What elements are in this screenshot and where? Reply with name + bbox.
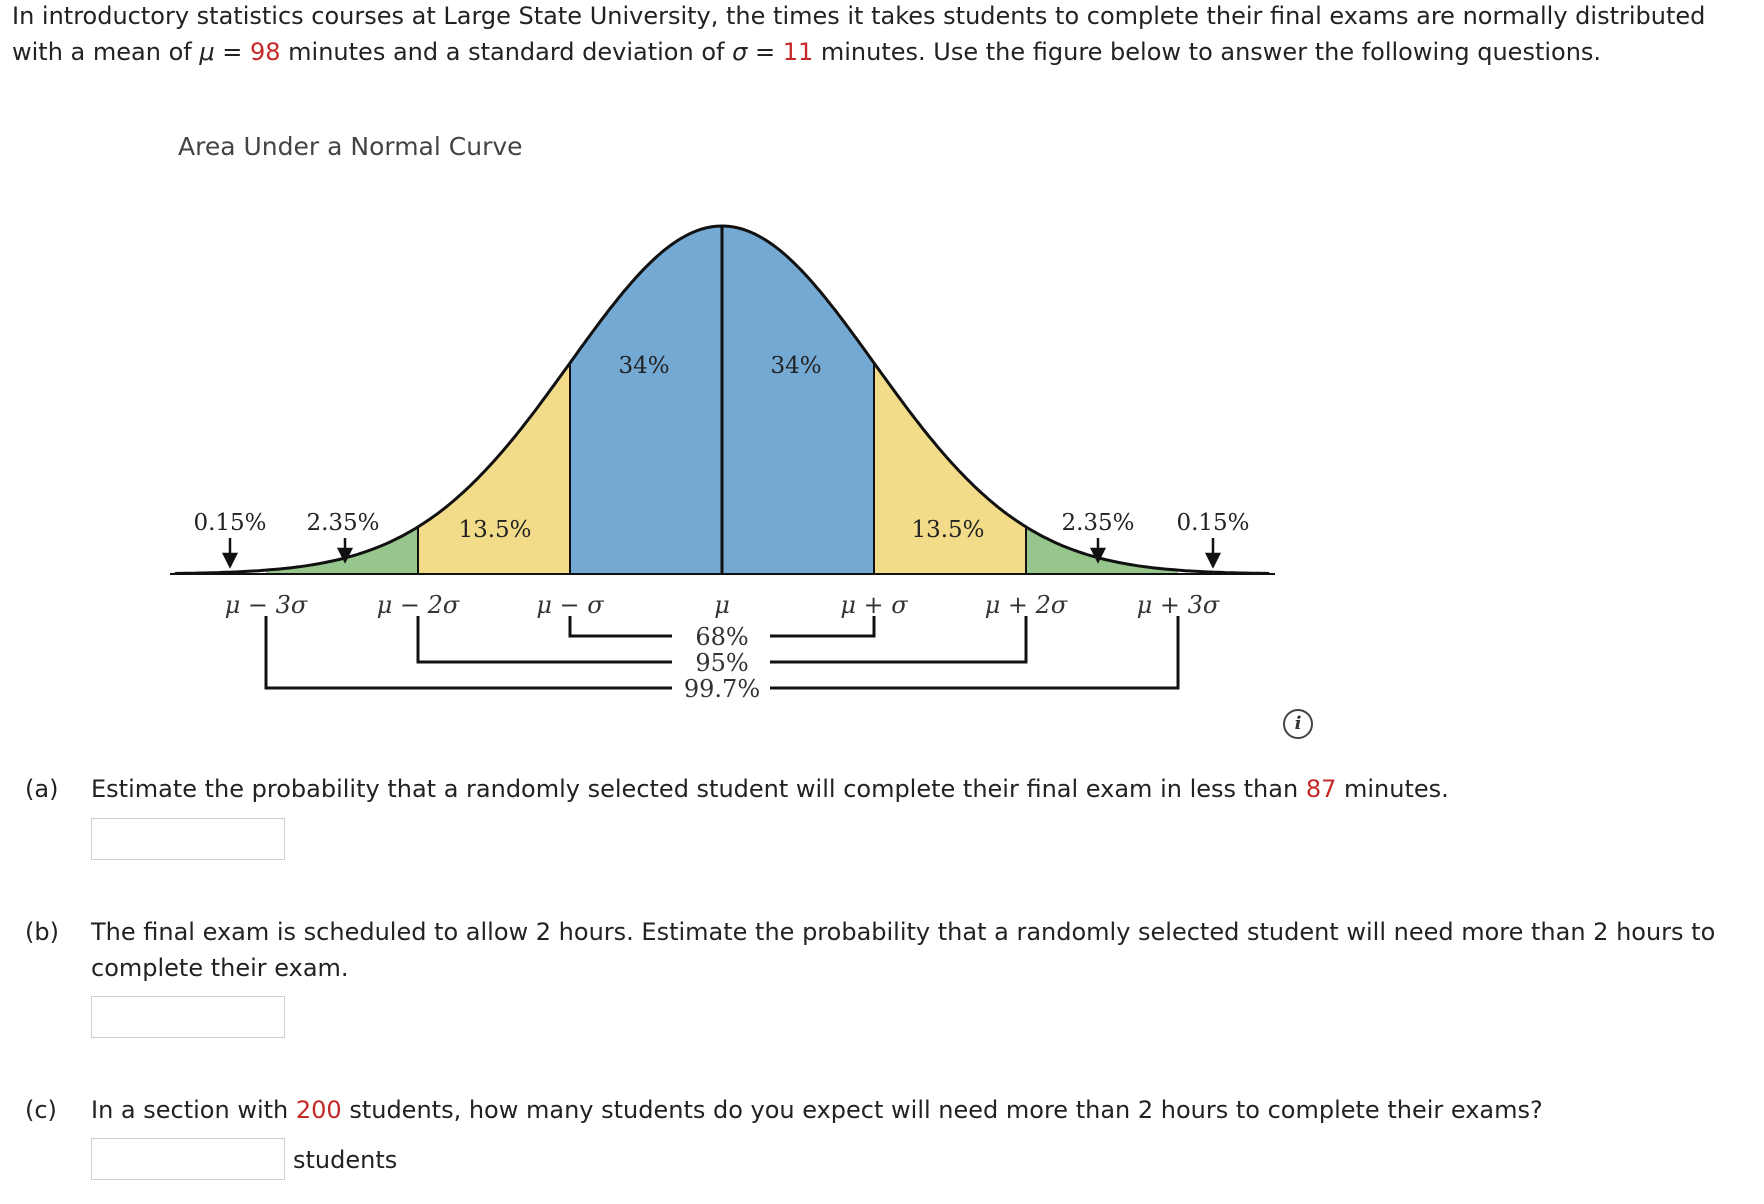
pct-left-tail: 0.15% [193,510,267,536]
question-c-label: (c) [25,1096,57,1124]
equals-sign: = [214,38,250,66]
question-c-text-part: In a section with [91,1096,296,1124]
bracket-68-right [770,616,874,636]
axis-label-mu: μ [714,591,730,619]
axis-label-mu-plus-3sigma: μ + 3σ [1136,591,1220,619]
pct-left-blue: 34% [618,353,670,379]
question-c-value: 200 [295,1096,342,1124]
question-a-text-part: Estimate the probability that a randomly selected student will complete their final exam in less than [91,775,1306,803]
question-c-text-part: students, how many students do you expect will need more than 2 hours to complete their exams? [341,1096,1543,1124]
pct-right-blue: 34% [770,353,822,379]
answer-c-unit: students [293,1146,398,1174]
question-a-value: 87 [1305,775,1337,803]
bracket-95-left [418,616,672,662]
question-a-label: (a) [25,775,59,803]
question-a-text [91,771,1745,807]
pct-left-yellow: 13.5% [458,517,532,543]
right-tail-arrowhead-icon [1207,554,1219,566]
axis-label-mu-plus-2sigma: μ + 2σ [984,591,1068,619]
bracket-997-left [266,616,672,688]
answer-c-input[interactable] [91,1138,285,1180]
question-b-text: The final exam is scheduled to allow 2 hours. Estimate the probability that a randomly selected student will need more than 2 hours to complete their exam. [91,918,1716,982]
equals-sign: = [747,38,783,66]
pct-right-yellow: 13.5% [911,517,985,543]
question-b-label: (b) [25,918,59,946]
bracket-68-left [570,616,672,636]
question-b [25,914,1750,986]
mean-value: 98 [250,38,281,66]
pct-right-tail: 0.15% [1176,510,1250,536]
right-blue-region [722,226,874,574]
axis-label-mu-minus-3sigma: μ − 3σ [224,591,308,619]
pct-left-green: 2.35% [306,510,380,536]
intro-text: In introductory statistics courses at Large State University, the times it takes students to complete their final exams are normally distributed with a mean of [12,2,1706,66]
left-blue-region [570,226,722,574]
answer-b-input[interactable] [91,996,285,1038]
question-c [25,1092,1745,1128]
question-a [25,771,1745,807]
intro-text: minutes and a standard deviation of [280,38,733,66]
axis-label-mu-minus-2sigma: μ − 2σ [376,591,460,619]
left-tail-arrowhead-icon [224,554,236,566]
bracket-997-right [770,616,1178,688]
pct-right-green: 2.35% [1061,510,1135,536]
mu-symbol: μ [199,38,215,66]
axis-label-mu-minus-sigma: μ − σ [536,591,604,619]
info-icon[interactable]: i [1283,709,1313,739]
bracket-95-right [770,616,1026,662]
bracket-label-95: 95% [695,649,749,677]
axis-label-mu-plus-sigma: μ + σ [840,591,908,619]
sigma-symbol: σ [732,38,748,66]
bracket-label-68: 68% [695,623,749,651]
bracket-label-997: 99.7% [683,675,761,703]
question-a-text-part: minutes. [1336,775,1449,803]
question-c-text [91,1092,1745,1128]
figure-title: Area Under a Normal Curve [178,132,523,161]
sd-value: 11 [782,38,814,66]
intro-text: minutes. Use the figure below to answer the following questions. [813,38,1602,66]
answer-a-input[interactable] [91,818,285,860]
